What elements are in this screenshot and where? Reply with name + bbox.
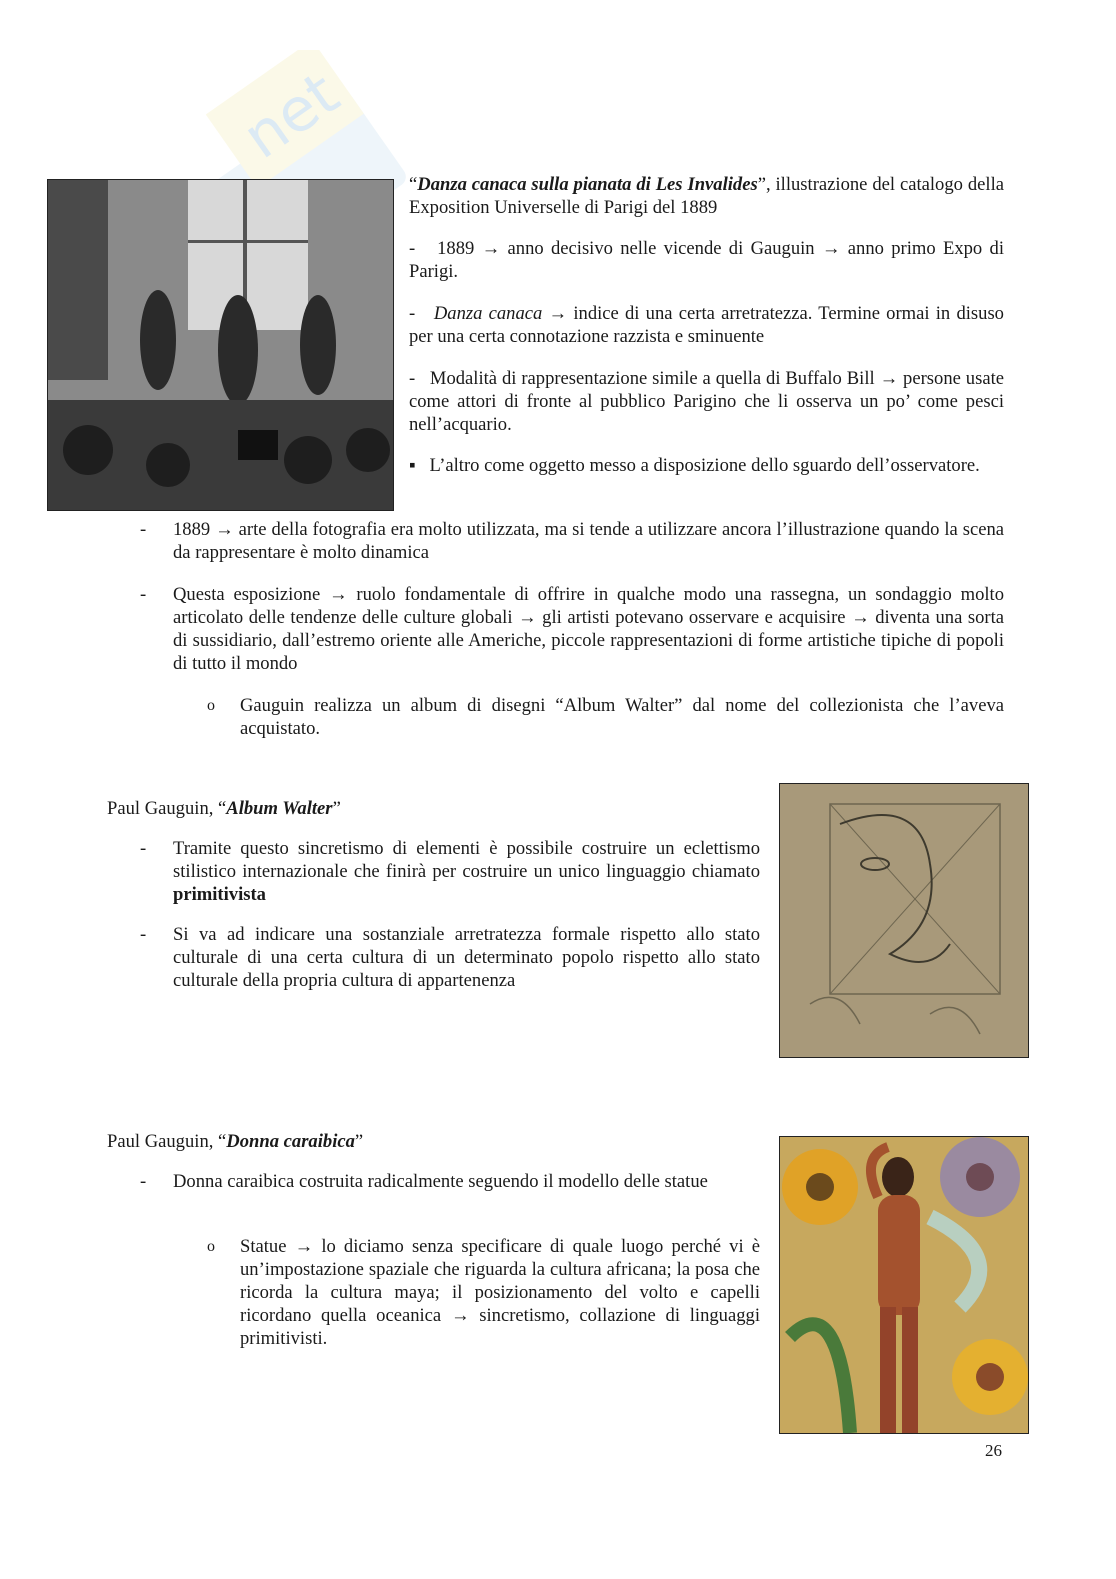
- block3-p2: Si va ad indicare una sostanziale arretratezza formale rispetto allo stato culturale di una certa cultura di un determinato popolo rispetto allo stato culturale della propria cultura di appartenenza: [173, 924, 760, 991]
- arrow-icon: →: [294, 1236, 314, 1257]
- arrow-icon: →: [879, 368, 899, 389]
- bullet-dash: -: [409, 368, 416, 389]
- block3-p1-a: Tramite questo sincretismo di elementi è possibile costruire un eclettismo stilistico internazionale che finirà per costruire un unico linguaggio chiamato: [173, 838, 760, 882]
- b4-text: L’altro come oggetto messo a disposizione dello sguardo dell’osservatore.: [429, 455, 980, 476]
- arrow-icon: →: [481, 238, 501, 259]
- caption-open-quote: “: [409, 174, 418, 195]
- block2-p2-c: gli artisti potevano osservare e acquisire: [536, 607, 852, 628]
- block4-p2-c: sincretismo, collazione di linguaggi primitivisti.: [240, 1305, 760, 1349]
- album-walter-heading: [107, 797, 707, 820]
- heading-title: Album Walter: [226, 798, 333, 819]
- bullet-dash: -: [140, 924, 147, 945]
- block2-p3: Gauguin realizza un album di disegni “Album Walter” dal nome del collezionista che l’aveva acquistato.: [240, 695, 1004, 739]
- arrow-icon: →: [329, 584, 348, 605]
- danza-canaca-illustration: [47, 179, 394, 511]
- bullet-dash: -: [140, 1171, 147, 1192]
- heading-prefix: Paul Gauguin, “: [107, 1131, 227, 1152]
- arrow-icon: →: [450, 1305, 470, 1326]
- block4-p1: Donna caraibica costruita radicalmente seguendo il modello delle statue: [173, 1171, 708, 1192]
- arrow-icon: →: [518, 607, 537, 628]
- b2-text: indice di una certa arretratezza. Termine ormai in disuso per una certa connotazione razzista e sminuente: [409, 303, 1004, 347]
- donna-caraibica-painting: [779, 1136, 1029, 1434]
- heading-suffix: ”: [354, 1131, 364, 1152]
- arrow-icon: →: [821, 238, 841, 259]
- block2-p2-d: diventa una sorta di sussidiario, dall’estremo oriente alle Americhe, piccole rappresentazioni di forme artistiche tipiche di popoli di tutto il mondo: [173, 607, 1004, 674]
- donna-caraibica-heading: [107, 1130, 707, 1153]
- block4-p2-b: lo diciamo senza specificare di quale luogo perché vi è un’impostazione spaziale che riguarda la cultura africana; la posa che ricorda la cultura maya; il posizionamento del volto e capelli ricordano quella oceanica: [240, 1236, 760, 1326]
- caption-title: Danza canaca sulla pianata di Les Invalides: [417, 174, 758, 195]
- svg-text:net: net: [230, 58, 352, 173]
- bullet-dash: -: [140, 584, 147, 605]
- arrow-icon: →: [215, 519, 234, 540]
- b1-text-c: anno primo Expo di Parigi.: [409, 238, 1004, 282]
- arrow-icon: →: [851, 607, 870, 628]
- block2-p1-b: arte della fotografia era molto utilizzata, ma si tende a utilizzare ancora l’illustrazione quando la scena da rappresentare è molto dinamica: [173, 519, 1004, 563]
- album-walter-drawing: [779, 783, 1029, 1058]
- bullet-dash: -: [409, 303, 416, 324]
- heading-suffix: ”: [332, 798, 341, 819]
- block4-p2-a: Statue: [240, 1236, 295, 1257]
- block2-p2-b: ruolo fondamentale di offrire in qualche modo una rassegna, un sondaggio molto articolato delle tendenze delle culture globali: [173, 584, 1004, 628]
- bullet-square-icon: ▪: [409, 455, 416, 476]
- arrow-icon: →: [548, 303, 568, 324]
- bullet-circle: o: [207, 1238, 215, 1255]
- caption-rest: ”, illustrazione del catalogo della Exposition Universelle di Parigi del 1889: [409, 174, 1004, 218]
- page-number: 26: [985, 1441, 1002, 1460]
- bullet-dash: -: [140, 519, 147, 540]
- heading-prefix: Paul Gauguin, “: [107, 798, 227, 819]
- b3-text-a: Modalità di rappresentazione simile a quella di Buffalo Bill: [429, 368, 880, 389]
- b1-text-a: 1889: [437, 238, 482, 259]
- block2-p1-a: 1889: [173, 519, 216, 540]
- bullet-circle: o: [207, 697, 215, 714]
- bullet-dash: -: [409, 238, 416, 259]
- heading-title: Donna caraibica: [226, 1131, 355, 1152]
- b2-term: Danza canaca: [433, 303, 543, 324]
- b1-text-b: anno decisivo nelle vicende di Gauguin: [500, 238, 822, 259]
- block3-p1-bold: primitivista: [173, 884, 266, 905]
- bullet-dash: -: [140, 838, 147, 859]
- block2-p2-a: Questa esposizione: [173, 584, 330, 605]
- b3-text-b: persone usate come attori di fronte al pubblico Parigino che li osserva un po’ come pesci nell’acquario.: [409, 368, 1004, 435]
